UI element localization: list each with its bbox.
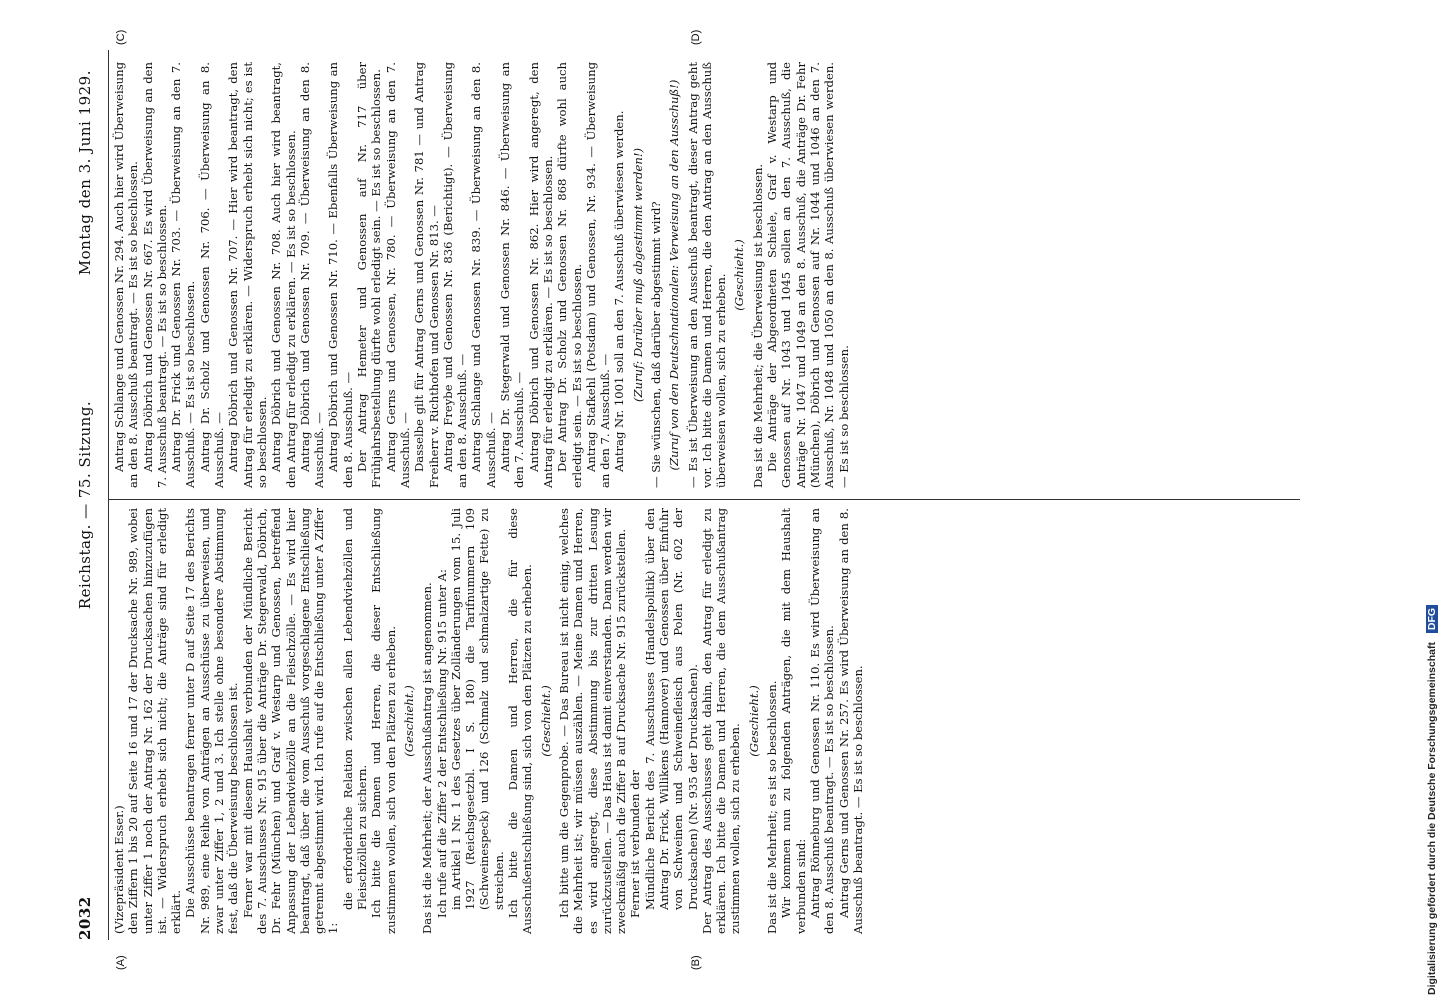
paragraph: Das ist die Mehrheit; die Überweisung ist beschlossen. (750, 163, 765, 488)
paragraph: Ferner war mit diesem Haushalt verbunden der Mündliche Bericht des 7. Ausschusses Nr. 915 über die Anträge Dr. Stegerwald, Döbrich, Dr. Fehr (München) und Graf v. Westarp und Genossen, betreffend Anpassung der Lebendviehzölle an die Fleischzölle. — Es wird hier beantragt, daß über die vom Ausschuß vorgeschlagene Entschließung getrennt abgestimmt wird. Ich rufe auf die Entschließung unter A Ziffer 1: (240, 508, 341, 934)
paragraph: Das ist die Mehrheit; es ist so beschlossen. (765, 680, 780, 934)
paragraph: Ich bitte um die Gegenprobe. — Das Bureau ist nicht einig, welches die Mehrheit ist; wir müssen auszählen. — Meine Damen und Herren, es wird angeregt, diese Abstimmung bis zur dritten Lesung zurückzustellen. — Das Haus ist damit einverstanden. Dann werden wir zweckmäßig auch die Ziffer B auf Drucksache Nr. 915 zurückstellen. (556, 508, 629, 934)
margin-marker-a: (A) (115, 955, 127, 970)
paragraph: Das ist die Mehrheit; der Ausschußantrag ist angenommen. (420, 582, 435, 934)
stage-direction: (Geschieht.) (538, 685, 553, 757)
paragraph: Die Anträge der Abgeordneten Schiele, Graf v. Westarp und Genossen auf Nr. 1043 und 1045 sollen an den 7. Ausschuß, die Anträge Nr. 1047 und 1049 an den 8. Ausschuß, die Anträge Dr. Fehr (München), Döbrich und Genossen auf Nr. 1044 und 1046 an den 7. Ausschuß, Nr. 1048 und 1050 an den 8. Ausschuß überwiesen werden. — Es ist so beschlossen. (765, 62, 851, 488)
paragraph: Antrag Dr. Scholz und Genossen Nr. 706. — Überweisung an 8. Ausschuß. — (197, 62, 227, 488)
margin-marker-d: (D) (690, 29, 702, 45)
paragraph: Antrag Schlange und Genossen Nr. 294. Auch hier wird Überweisung an den 8. Ausschuß beantragt. — Es ist so beschlossen. (112, 62, 141, 488)
paragraph: Der Antrag Hemeter und Genossen auf Nr. 717 über Frühjahrsbestellung dürfte wohl erledigt sein. — Es ist so beschlossen. (355, 62, 384, 488)
paragraph: Antrag Freybe und Genossen Nr. 836 (Berichtigt). — Überweisung an den 8. Ausschuß. — (440, 62, 470, 488)
paragraph: Der Antrag Dr. Scholz und Genossen Nr. 868 dürfte wohl auch erledigt sein. — Es ist so beschlossen. (555, 62, 584, 488)
page-number: 2032 (76, 896, 94, 940)
interjection: (Zuruf: Darüber muß abgestimmt werden!) (630, 147, 645, 403)
paragraph: Antrag Rönneburg und Genossen Nr. 110. Es wird Überweisung an den 8. Ausschuß beantragt. — Es ist so beschlossen. (807, 508, 837, 934)
paragraph: Antrag Döbrich und Genossen Nr. 667. Es wird Überweisung an den 7. Ausschuß beantragt. — Es ist so beschlossen. (140, 62, 169, 488)
paragraph: Dasselbe gilt für Antrag Gerns und Genossen Nr. 781 — und Antrag Freiherr v. Richthofen und Genossen Nr. 813. — (412, 62, 441, 488)
stage-direction: (Geschieht.) (732, 239, 747, 311)
page-title: Reichstag. — 75. Sitzung. (76, 400, 94, 610)
credit-text: Digitalisierung gefördert durch die Deutsche Forschungsgemeinschaft (1426, 642, 1438, 995)
paragraph: Ich rufe auf die Ziffer 2 der Entschließung Nr. 915 unter A: (434, 569, 449, 918)
digitization-credit (1426, 15, 1438, 995)
session-date: Montag den 3. Juni 1929. (76, 70, 94, 276)
paragraph: — Sie wünschen, daß darüber abgestimmt wird? (648, 201, 663, 488)
dfg-logo: DFG (1426, 605, 1438, 633)
paragraph: Antrag Döbrich und Genossen Nr. 708. Auch hier wird beantragt, den Antrag für erledigt zu erklären. — Es ist so beschlossen. (269, 62, 298, 488)
paragraph: Antrag Döbrich und Genossen Nr. 709. — Überweisung an den 8. Ausschuß. — (297, 62, 327, 488)
paragraph: Der Antrag des Ausschusses geht dahin, den Antrag für erledigt zu erklären. Ich bitte die Damen und Herren, die dem Ausschußantrag zustimmen wollen, sich zu erheben. (699, 508, 743, 934)
stage-direction: (Geschieht.) (401, 685, 416, 757)
paragraph: Ich bitte die Damen und Herren, die für diese Ausschußentschließung sind, sich von den Plätzen zu erheben. (506, 508, 535, 934)
interjection: (Zuruf von den Deutschnationalen: Verweisung an den Ausschuß!) (667, 79, 682, 471)
report-title: Mündliche Bericht des 7. Ausschusses (Handelspolitik) über den Antrag Dr. Frick, Willikens (Hannover) und Genossen über Einfuhr von Schweinen und Schweinefleisch aus Polen (Nr. 602 der Drucksachen) (Nr. 935 der Drucksachen). (642, 508, 700, 910)
paragraph: — Es ist Überweisung an den Ausschuß beantragt, dieser Antrag geht vor. Ich bitte die Damen und Herren, die den Antrag an den Ausschuß überweisen wollen, sich zu erheben. (685, 62, 729, 488)
margin-marker-b: (B) (690, 955, 702, 970)
paragraph: Antrag Nr. 1001 soll an den 7. Ausschuß überwiesen werden. (612, 110, 627, 472)
speaker-line: (Vizepräsident Esser.) (112, 805, 126, 934)
paragraph: Wir kommen nun zu folgenden Anträgen, die mit dem Haushalt verbunden sind: (779, 508, 808, 934)
margin-marker-c: (C) (115, 29, 127, 45)
stage-direction: (Geschieht.) (746, 685, 761, 757)
paragraph: Antrag Schlange und Genossen Nr. 839. — Überweisung an den 8. Ausschuß. — (469, 62, 498, 488)
paragraph: Antrag Döbrich und Genossen Nr. 707. — Hier wird beantragt, den Antrag für erledigt zu erklären. — Widerspruch erhebt sich nicht; es ist so beschlossen. (226, 62, 269, 488)
paragraph: Antrag Gerns und Genossen, Nr. 780. — Überweisung an den 7. Ausschuß. — (383, 62, 412, 488)
column-divider (108, 499, 1300, 500)
paragraph: Antrag Gerns und Genossen Nr. 257. Es wird Überweisung an den 8. Ausschuß beantragt. — Es ist so beschlossen. (836, 508, 865, 934)
paragraph: Antrag Stafkehl (Potsdam) und Genossen, Nr. 934. — Überweisung an den 7. Ausschuß. — (583, 62, 613, 488)
right-column (112, 62, 851, 488)
left-column (112, 508, 865, 934)
paragraph: Antrag Döbrich und Genossen Nr. 862. Hier wird angeregt, den Antrag für erledigt zu erklären. — Es ist so beschlossen. (526, 62, 555, 488)
paragraph: Die Ausschüsse beantragen ferner unter D auf Seite 17 des Berichts Nr. 989, eine Reihe von Anträgen an Ausschüsse zu überweisen, und zwar unter Ziffer 1, 2 und 3. Ich stelle ohne besondere Abstimmung fest, daß die Überweisung beschlossen ist. (183, 508, 241, 934)
quoted-resolution: im Artikel 1 Nr. 1 des Gesetzes über Zolländerungen vom 15. Juli 1927 (Reichsgesetzbl. I S. 180) die Tarifnummern 109 (Schweinespeck) und 126 (Schmalz und schmalzartige Fette) zu streichen. (448, 508, 506, 910)
header-rule (108, 50, 109, 940)
paragraph: Antrag Dr. Frick und Genossen Nr. 703. — Überweisung an den 7. Ausschuß. — Es ist so beschlossen. (169, 62, 198, 488)
paragraph: Ich bitte die Damen und Herren, die dieser Entschließung zustimmen wollen, sich von den Plätzen zu erheben. (369, 508, 398, 934)
page-header (68, 70, 108, 940)
paragraph: Ferner ist verbunden der (628, 770, 643, 918)
paragraph: Antrag Döbrich und Genossen Nr. 710. — Ebenfalls Überweisung an den 8. Ausschuß. — (326, 62, 355, 488)
paragraph: den Ziffern 1 bis 20 auf Seite 16 und 17 der Drucksache Nr. 989, wobei unter Ziffer 1 noch der Antrag Nr. 162 der Drucksachen hinzuzufügen ist. — Widerspruch erhebt sich nicht; die Anträge sind für erledigt erklärt. (126, 508, 184, 934)
paragraph: Antrag Dr. Stegerwald und Genossen Nr. 846. — Überweisung an den 7. Ausschuß. — (498, 62, 527, 488)
quoted-resolution: die erforderliche Relation zwischen allen Lebendviehzöllen und Fleischzöllen zu sichern. (340, 508, 370, 910)
